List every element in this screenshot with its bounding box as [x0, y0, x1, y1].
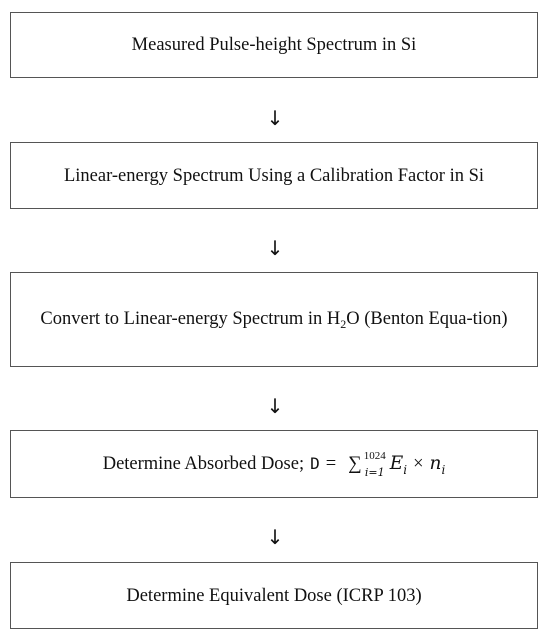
times-sign: × — [413, 454, 424, 474]
count-term: $n_i$ — [429, 452, 446, 477]
step-absorbed-dose — [10, 430, 538, 498]
step-linear-energy-si — [10, 142, 538, 209]
dose-symbol: D — [310, 454, 320, 473]
down-arrow-icon: ↓ — [266, 106, 284, 130]
step-5-label: Determine Equivalent Dose (ICRP 103) — [126, 585, 422, 606]
down-arrow-icon: ↓ — [266, 236, 284, 260]
step-measured-spectrum — [10, 12, 538, 78]
summation-symbol: ∑ — [348, 453, 362, 474]
step-1-label: Measured Pulse-height Spectrum in Si — [131, 35, 417, 55]
step-3-label: Convert to Linear-energy Spectrum in $H_2O$ (Benton Equa-tion) — [40, 309, 508, 331]
step-4-content — [103, 451, 446, 478]
down-arrow-icon: ↓ — [266, 394, 284, 418]
step-equivalent-dose — [10, 562, 538, 629]
summation-limits: 1024 i=1 — [363, 450, 386, 479]
step-4-label: Determine Absorbed Dose; — [102, 454, 305, 474]
step-convert-h2o — [10, 272, 538, 367]
step-2-label: Linear-energy Spectrum Using a Calibration Factor in Si — [63, 165, 485, 186]
down-arrow-icon: ↓ — [266, 525, 284, 549]
energy-term: $E_i$ — [389, 452, 408, 477]
equals-sign: = — [325, 454, 337, 474]
